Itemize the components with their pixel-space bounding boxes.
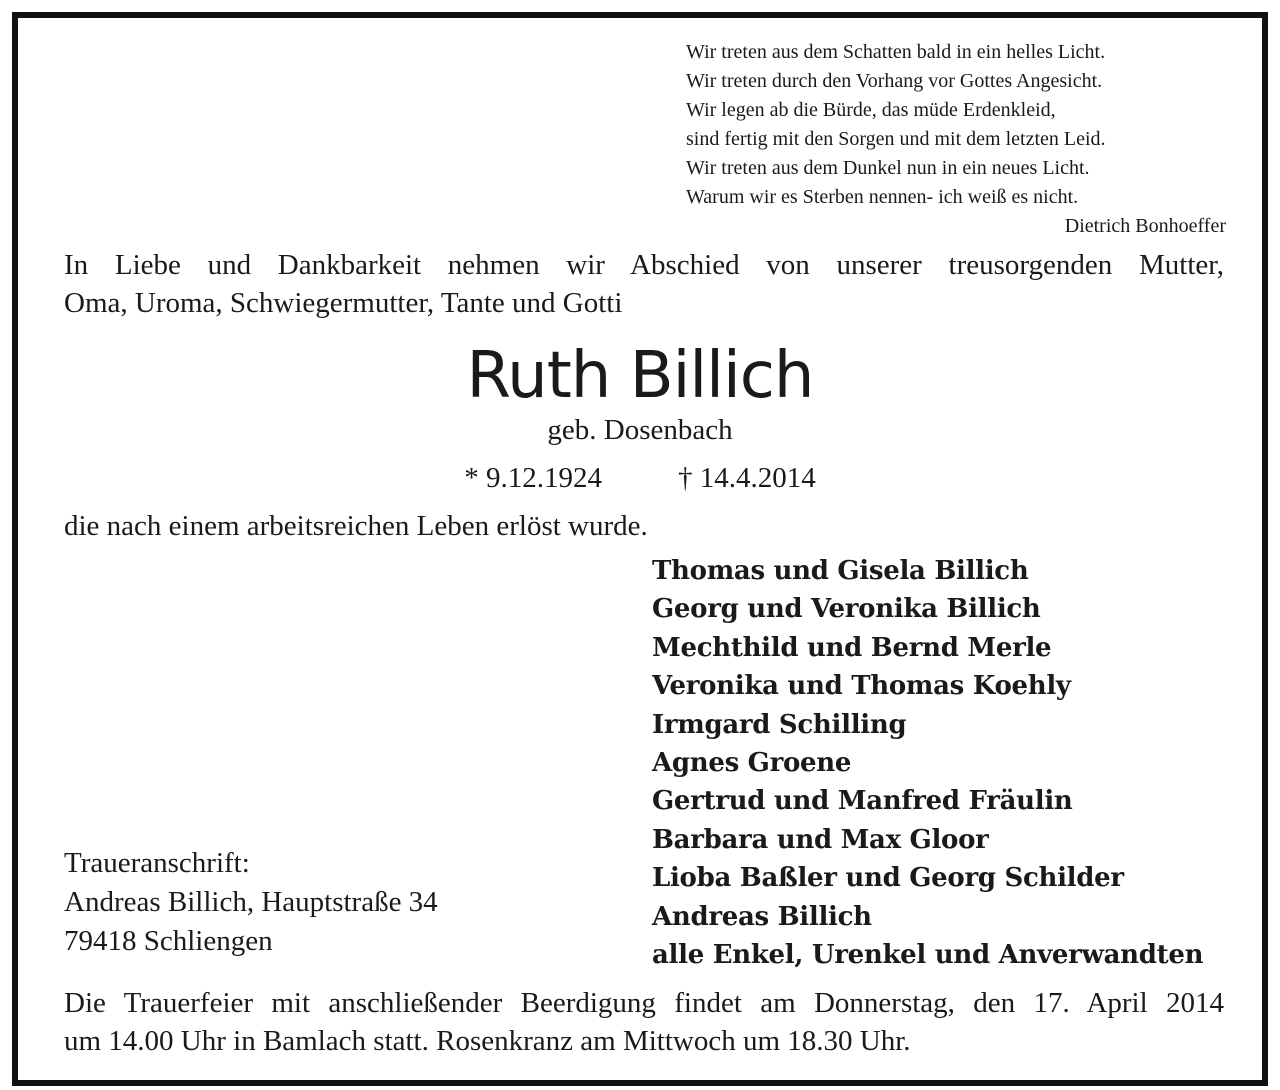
poem-line: sind fertig mit den Sorgen und mit dem letzten Leid. [686,128,1106,150]
mourning-address [64,844,438,961]
maiden-name: geb. Dosenbach [547,414,733,446]
address-street: Andreas Billich, Hauptstraße 34 [64,886,438,918]
released-text: die nach einem arbeitsreichen Leben erlöst wurde. [64,510,648,542]
mourner-entry: Agnes Groene [652,748,852,779]
intro-line: In Liebe und Dankbarkeit nehmen wir Abschied von unserer treusorgenden Mutter, [64,249,1224,281]
mourner-entry: Thomas und Gisela Billich [652,556,1029,586]
poem-block [686,38,1226,241]
mourner-entry: Irmgard Schilling [652,709,907,740]
life-dates [18,458,1262,498]
poem-author: Dietrich Bonhoeffer [1064,215,1226,237]
poem-line: Wir treten aus dem Dunkel nun in ein neues Licht. [686,157,1090,179]
mourner-entry: Mechthild und Bernd Merle [652,632,1052,663]
mourners-list [652,552,1203,974]
birth-date: * 9.12.1924 [464,462,602,494]
poem-line: Warum wir es Sterben nennen- ich weiß es nicht. [686,186,1079,208]
service-info [64,984,1224,1060]
service-line: Die Trauerfeier mit anschließender Beerdigung findet am Donnerstag, den 17. April 2014 [64,987,1224,1019]
deceased-name: Ruth Billich [466,339,814,413]
obituary-frame [12,12,1268,1086]
death-date: † 14.4.2014 [678,462,816,494]
mourner-entry: alle Enkel, Urenkel und Anverwandten [652,940,1204,971]
address-label: Traueranschrift: [64,847,250,879]
mourner-entry: Andreas Billich [652,901,872,932]
mourner-entry: Veronika und Thomas Koehly [652,671,1071,702]
intro-text [64,246,1224,322]
mourner-entry: Barbara und Max Gloor [652,824,989,855]
poem-line: Wir treten durch den Vorhang vor Gottes Angesicht. [686,70,1103,92]
intro-line: Oma, Uroma, Schwiegermutter, Tante und Gotti [64,287,623,319]
mourner-entry: Gertrud und Manfred Fräulin [652,786,1073,817]
address-city: 79418 Schliengen [64,925,273,957]
mourner-entry: Georg und Veronika Billich [652,594,1041,625]
poem-line: Wir treten aus dem Schatten bald in ein helles Licht. [686,41,1106,63]
poem-line: Wir legen ab die Bürde, das müde Erdenkleid, [686,99,1056,121]
service-line: um 14.00 Uhr in Bamlach statt. Rosenkranz am Mittwoch um 18.30 Uhr. [64,1025,911,1057]
mourner-entry: Lioba Baßler und Georg Schilder [652,863,1124,894]
